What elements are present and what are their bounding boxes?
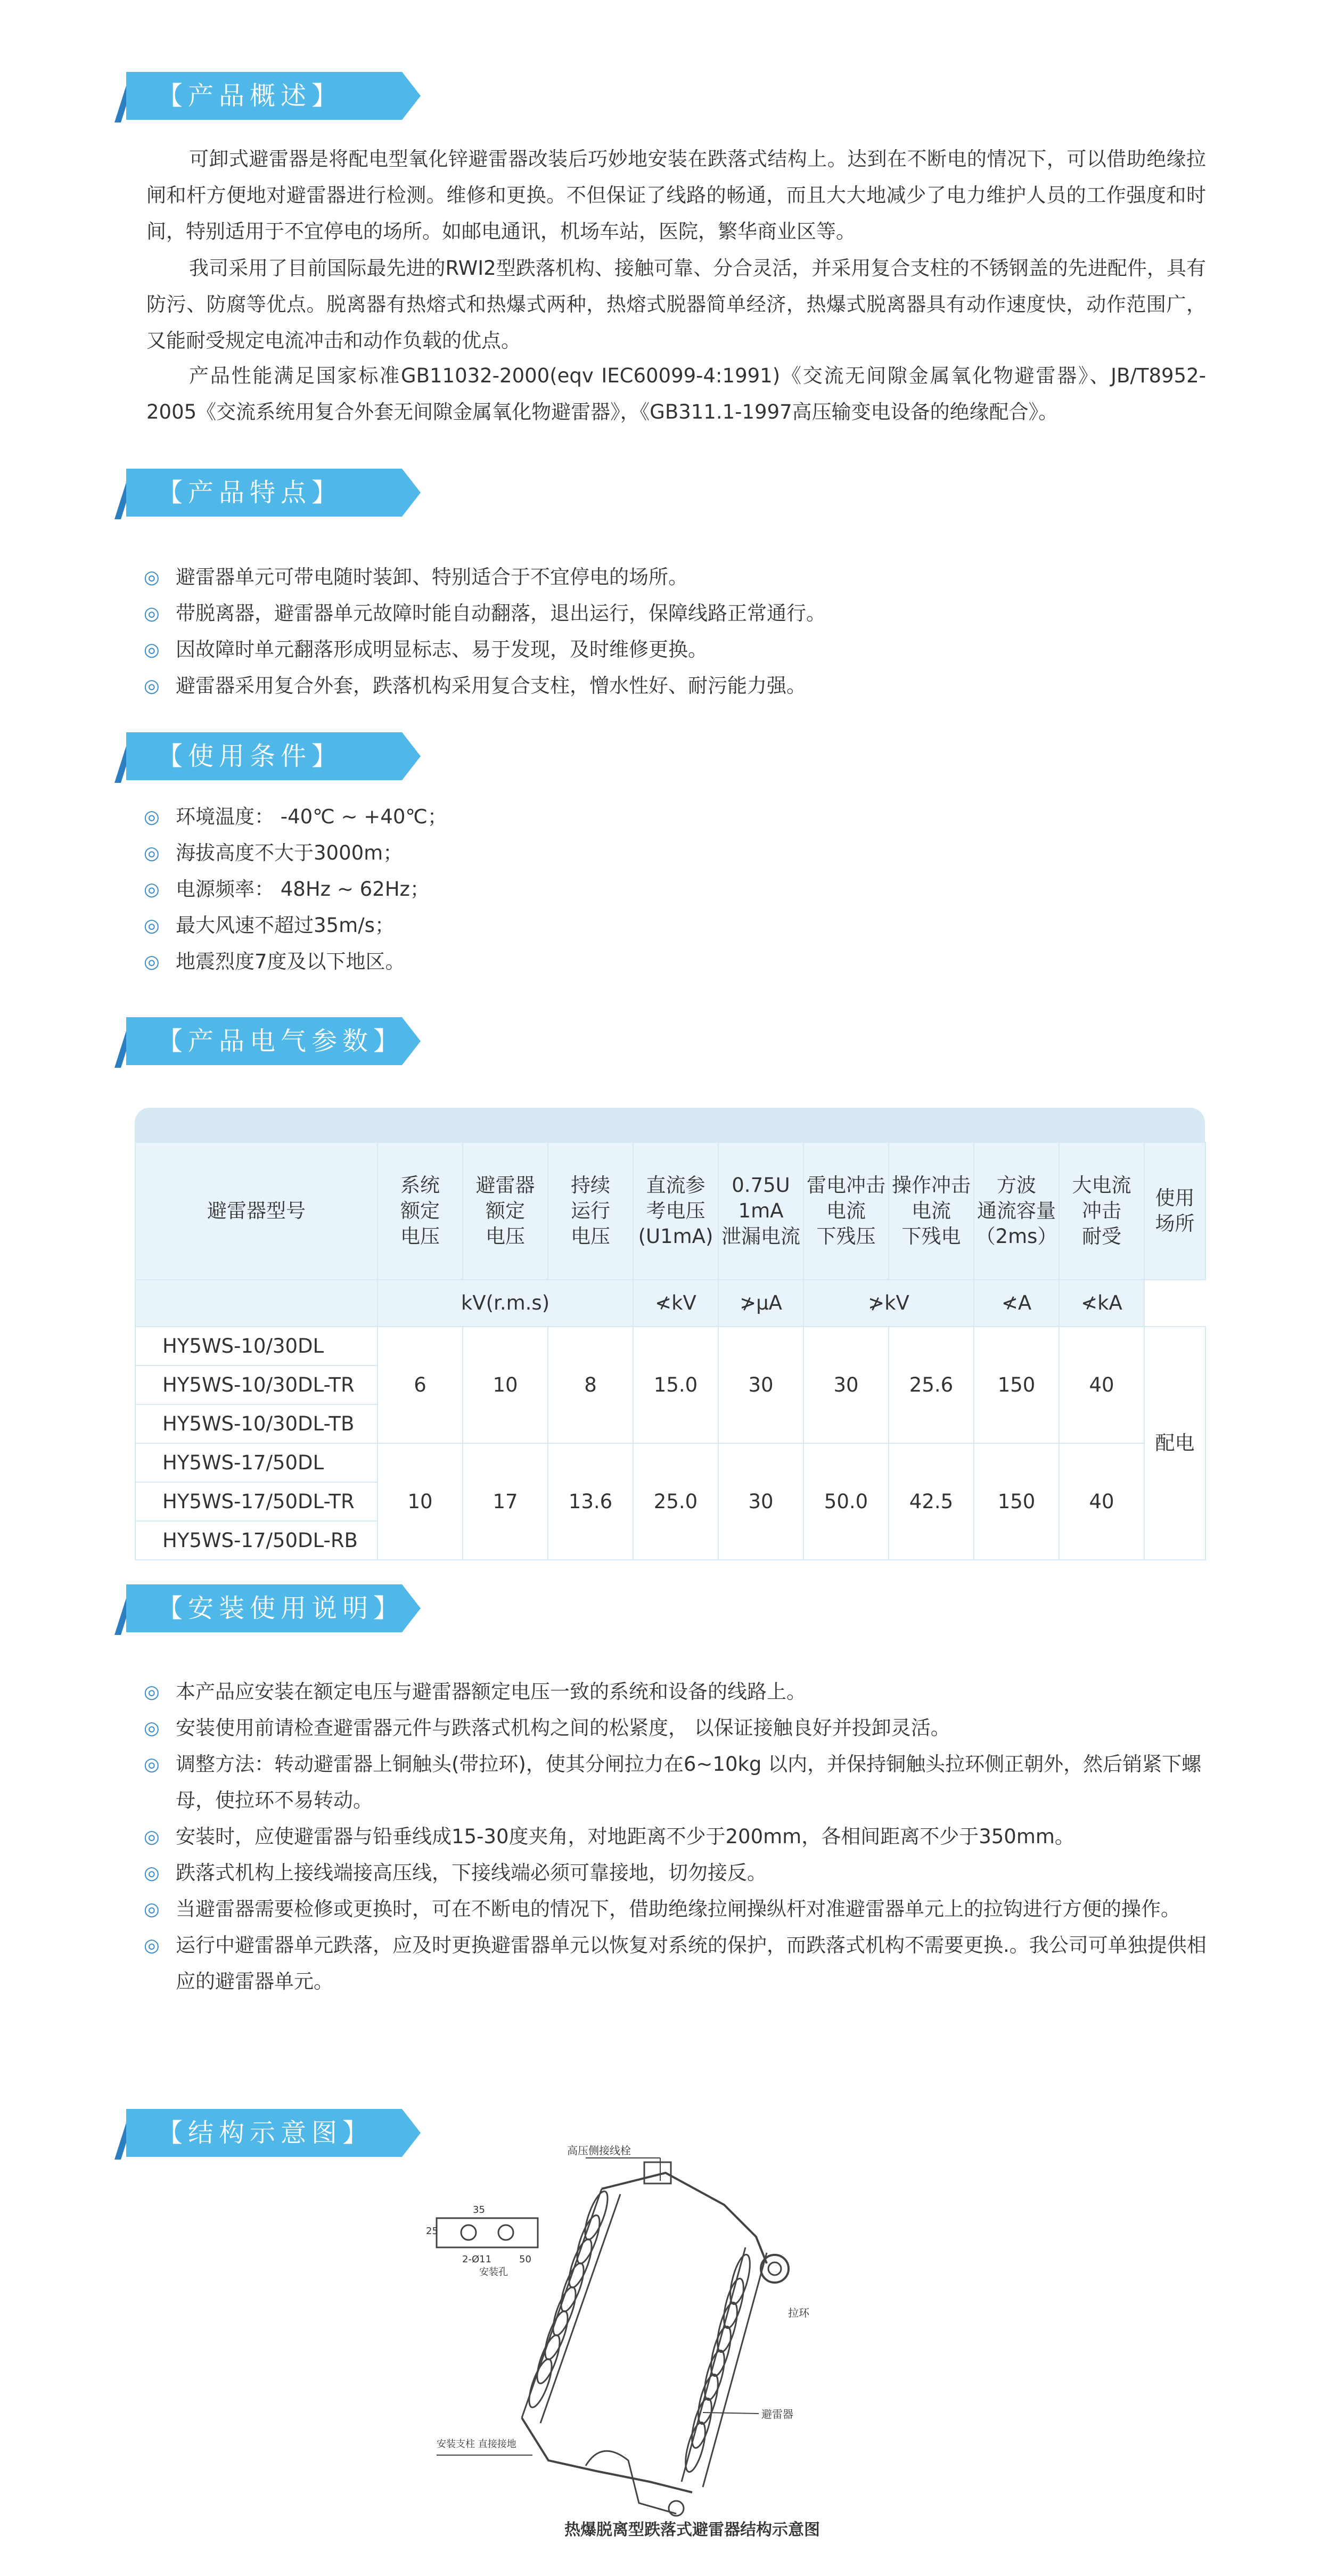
section-title-text: 【结构示意图】: [157, 2118, 374, 2148]
overview-paragraph-2: 我司采用了目前国际最先进的RWI2型跌落机构、接触可靠、分合灵活，并采用复合支柱的不锈钢盖的先进配件，具有防污、防腐等优点。脱离器有热熔式和热爆式两种，热熔式脱器简单经济，热爆式脱离器具有动作速度快，动作范围广，又能耐受规定电流冲击和动作负载的优点。: [146, 257, 1206, 352]
list-item: ◎ 安装使用前请检查避雷器元件与跌落式机构之间的松紧度， 以保证接触良好并投卸灵活。: [144, 1710, 1214, 1746]
bullet-icon: ◎: [144, 843, 160, 864]
header-cell: 方波 通流容量 （2ms）: [974, 1142, 1059, 1280]
unit-cell: ≯μA: [718, 1280, 803, 1327]
model-cell: HY5WS-17/50DL: [135, 1443, 378, 1482]
bullet-icon: ◎: [144, 1754, 160, 1775]
label-hole: 安装孔: [479, 2267, 508, 2278]
header-cell: 使用 场所: [1144, 1142, 1205, 1280]
value-cell: 150: [974, 1443, 1059, 1560]
header-cell: 操作冲击 电流 下残电: [889, 1142, 974, 1280]
bullet-icon: ◎: [144, 915, 160, 936]
section-title-text: 【产品概述】: [157, 81, 343, 111]
bullet-icon: ◎: [144, 951, 160, 972]
features-list: [144, 559, 1214, 704]
value-cell: 40: [1059, 1443, 1144, 1560]
list-item: ◎ 带脱离器，避雷器单元故障时能自动翻落，退出运行，保障线路正常通行。: [144, 595, 1214, 632]
value-cell: 10: [463, 1327, 548, 1443]
parameters-table-panel: [135, 1108, 1205, 1552]
section-title-overview: [114, 69, 423, 122]
bullet-icon: ◎: [144, 1935, 160, 1956]
table-header-row: [135, 1142, 1205, 1280]
unit-cell: ≮kV: [633, 1280, 718, 1327]
bullet-icon: ◎: [144, 1862, 160, 1884]
list-item: ◎ 地震烈度7度及以下地区。: [144, 944, 1214, 980]
bullet-icon: ◎: [144, 675, 160, 697]
dim-b: 2-Ø11: [462, 2254, 492, 2265]
unit-cell: ≮kA: [1059, 1280, 1144, 1327]
model-cell: HY5WS-17/50DL-RB: [135, 1521, 378, 1560]
mount-plate: [437, 2218, 538, 2247]
table-units-row: [135, 1280, 1205, 1327]
bullet-icon: ◎: [144, 879, 160, 900]
overview-paragraph-1: 可卸式避雷器是将配电型氧化锌避雷器改装后巧妙地安装在跌落式结构上。达到在不断电的情况下，可以借助绝缘拉闸和杆方便地对避雷器进行检测。维修和更换。不但保证了线路的畅通，而且大大地减少了电力维护人员的工作强度和时间，特别适用于不宜停电的场所。如邮电通讯，机场车站，医院，繁华商业区等。: [146, 148, 1206, 243]
value-cell: 13.6: [548, 1443, 633, 1560]
support-insulator: [522, 2189, 620, 2423]
model-cell: HY5WS-10/30DL-TR: [135, 1365, 378, 1404]
bullet-icon: ◎: [144, 1826, 160, 1847]
value-cell: 30: [803, 1327, 889, 1443]
dim-d: 50: [519, 2254, 531, 2265]
bottom-bracket: [522, 2418, 692, 2492]
header-cell: 系统 额定 电压: [378, 1142, 463, 1280]
dim-a: 35: [473, 2204, 485, 2215]
section-title-params: [114, 1015, 423, 1068]
value-cell: 30: [718, 1327, 803, 1443]
header-cell: 持续 运行 电压: [548, 1142, 633, 1280]
header-cell: 直流参 考电压 (U1mA): [633, 1142, 718, 1280]
table-row: [135, 1443, 1205, 1482]
section-title-text: 【产品电气参数】: [157, 1026, 405, 1056]
value-cell: 42.5: [889, 1443, 974, 1560]
header-cell: 0.75U 1mA 泄漏电流: [718, 1142, 803, 1280]
conditions-list: [144, 799, 1214, 980]
diagram-caption: 热爆脱离型跌落式避雷器结构示意图: [564, 2521, 820, 2539]
list-item: ◎ 避雷器单元可带电随时装卸、特别适合于不宜停电的场所。: [144, 559, 1214, 595]
list-item: ◎ 避雷器采用复合外套，跌落机构采用复合支柱，憎水性好、耐污能力强。: [144, 668, 1214, 704]
section-title-install: [114, 1582, 423, 1635]
value-cell: 25.6: [889, 1327, 974, 1443]
header-cell: 大电流 冲击 耐受: [1059, 1142, 1144, 1280]
install-list: [144, 1674, 1214, 2000]
label-top: 高压侧接线栓: [567, 2144, 631, 2157]
units-model-cell: [135, 1280, 378, 1327]
usage-cell: 配电: [1144, 1327, 1205, 1560]
bullet-icon: ◎: [144, 1681, 160, 1703]
overview-paragraph-3: 产品性能满足国家标准GB11032-2000(eqv IEC60099-4:1991)《交流无间隙金属氧化物避雷器》、JB/T8952-2005《交流系统用复合外套无间隙金属氧化物避雷器》，《GB311.1-1997高压输变电设备的绝缘配合》。: [146, 364, 1206, 423]
section-title-text: 【使用条件】: [157, 741, 343, 771]
bullet-icon: ◎: [144, 639, 160, 660]
model-cell: HY5WS-17/50DL-TR: [135, 1482, 378, 1521]
label-bracket: 安装支柱 直接接地: [437, 2439, 516, 2450]
unit-cell: ≮A: [974, 1280, 1059, 1327]
list-item: ◎ 当避雷器需要检修或更换时，可在不断电的情况下，借助绝缘拉闸操纵杆对准避雷器单元上的拉钩进行方便的操作。: [144, 1891, 1214, 1927]
model-cell: HY5WS-10/30DL: [135, 1327, 378, 1365]
value-cell: 50.0: [803, 1443, 889, 1560]
table-row: [135, 1327, 1205, 1365]
list-item: ◎ 本产品应安装在额定电压与避雷器额定电压一致的系统和设备的线路上。: [144, 1674, 1214, 1710]
list-item: ◎ 环境温度： -40℃ ~ +40℃；: [144, 799, 1214, 835]
value-cell: 30: [718, 1443, 803, 1560]
list-item: ◎ 因故障时单元翻落形成明显标志、易于发现，及时维修更换。: [144, 632, 1214, 668]
value-cell: 8: [548, 1327, 633, 1443]
value-cell: 25.0: [633, 1443, 718, 1560]
unit-cell: kV(r.m.s): [378, 1280, 633, 1327]
parameters-table: [135, 1142, 1206, 1560]
bullet-icon: ◎: [144, 1899, 160, 1920]
label-ring: 拉环: [788, 2307, 809, 2319]
value-cell: 150: [974, 1327, 1059, 1443]
top-bracket: [602, 2173, 767, 2263]
bullet-icon: ◎: [144, 603, 160, 624]
header-model: 避雷器型号: [135, 1142, 378, 1280]
list-item: ◎ 最大风速不超过35m/s；: [144, 907, 1214, 944]
value-cell: 6: [378, 1327, 463, 1443]
header-cell: 雷电冲击 电流 下残压: [803, 1142, 889, 1280]
section-title-structure: [114, 2106, 423, 2160]
list-item: ◎ 安装时，应使避雷器与铅垂线成15-30度夹角，对地距离不少于200mm，各相间距离不少于350mm。: [144, 1819, 1214, 1855]
list-item: ◎ 海拔高度不大于3000m；: [144, 835, 1214, 871]
structure-diagram: [426, 2141, 958, 2556]
model-cell: HY5WS-10/30DL-TB: [135, 1404, 378, 1443]
value-cell: 40: [1059, 1327, 1144, 1443]
unit-cell: ≯kV: [803, 1280, 974, 1327]
list-item: ◎ 调整方法：转动避雷器上铜触头(带拉环)，使其分闸拉力在6~10kg 以内，并保持铜触头拉环侧正朝外，然后销紧下螺母，使拉环不易转动。: [144, 1746, 1214, 1819]
bullet-icon: ◎: [144, 567, 160, 588]
bullet-icon: ◎: [144, 1718, 160, 1739]
section-title-features: [114, 466, 423, 519]
list-item: ◎ 跌落式机构上接线端接高压线，下接线端必须可靠接地，切勿接反。: [144, 1855, 1214, 1891]
label-arrester: 避雷器: [761, 2408, 793, 2420]
section-title-text: 【产品特点】: [157, 478, 343, 508]
value-cell: 15.0: [633, 1327, 718, 1443]
section-title-conditions: [114, 730, 423, 783]
list-item: ◎ 运行中避雷器单元跌落，应及时更换避雷器单元以恢复对系统的保护，而跌落式机构不需要更换.。我公司可单独提供相应的避雷器单元。: [144, 1927, 1214, 2000]
arrester-insulator: [682, 2247, 767, 2487]
value-cell: 10: [378, 1443, 463, 1560]
section-title-text: 【安装使用说明】: [157, 1593, 405, 1623]
value-cell: 17: [463, 1443, 548, 1560]
dim-c: 25: [426, 2226, 438, 2237]
bullet-icon: ◎: [144, 806, 160, 828]
header-cell: 避雷器 额定 电压: [463, 1142, 548, 1280]
list-item: ◎ 电源频率： 48Hz ~ 62Hz；: [144, 871, 1214, 907]
